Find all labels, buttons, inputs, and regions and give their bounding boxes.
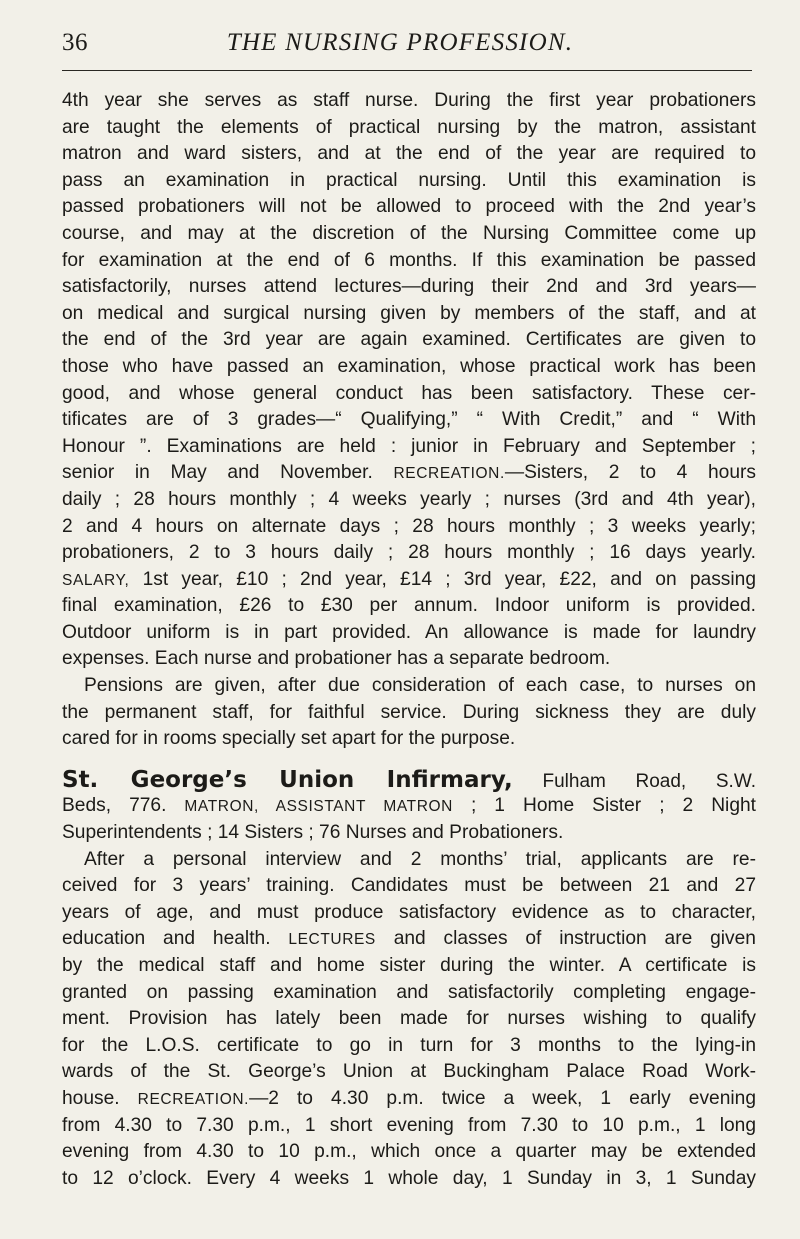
text-line bbox=[62, 980, 756, 1007]
text-segment: passed probationers will not be allowed to proceed with the 2nd year’s bbox=[62, 196, 756, 218]
text-line bbox=[62, 194, 756, 221]
text-line bbox=[62, 620, 756, 647]
text-segment: by the medical staff and home sister during the winter. A certificate is bbox=[62, 955, 756, 976]
text-segment: After a personal interview and 2 months’ trial, applicants are re- bbox=[84, 848, 756, 870]
text-segment: Honour ”. Examinations are held : junior in February and September ; bbox=[62, 435, 756, 457]
small-caps-term: LECTURES bbox=[288, 931, 376, 949]
text-segment: final examination, £26 to £30 per annum. Indoor uniform is provided. bbox=[62, 595, 756, 617]
text-line bbox=[62, 248, 756, 275]
small-caps-term: MATRON, ASSISTANT MATRON bbox=[184, 798, 453, 816]
section-heading bbox=[62, 767, 756, 794]
body-text bbox=[62, 88, 756, 1192]
text-line bbox=[62, 1166, 756, 1193]
text-segment: good, and whose general conduct has been satisfactory. These cer- bbox=[62, 382, 756, 404]
text-line bbox=[62, 407, 756, 434]
text-line bbox=[62, 1059, 756, 1086]
section-st-georges-text bbox=[62, 793, 756, 1192]
institution-name: St. George’s Union Infirmary, bbox=[62, 766, 513, 793]
text-segment: tificates are of 3 grades—“ Qualifying,” “ With Credit,” and “ With bbox=[62, 409, 756, 431]
text-line bbox=[62, 873, 756, 900]
section-st-georges bbox=[62, 767, 756, 1193]
text-segment: education and health. bbox=[62, 928, 289, 950]
text-line bbox=[62, 141, 756, 168]
text-line bbox=[62, 274, 756, 301]
text-line bbox=[62, 567, 756, 594]
text-segment: to 12 o’clock. Every 4 weeks 1 whole day, 1 Sunday in 3, 1 Sunday bbox=[62, 1167, 756, 1189]
text-line bbox=[62, 221, 756, 248]
text-line bbox=[62, 460, 756, 487]
text-line bbox=[62, 953, 756, 980]
text-segment: satisfactorily, nurses attend lectures—during their 2nd and 3rd years— bbox=[62, 276, 756, 298]
text-line bbox=[62, 434, 756, 461]
text-segment: for the L.O.S. certificate to go in turn for 3 months to the lying-in bbox=[62, 1034, 756, 1056]
small-caps-term: RECREATION. bbox=[393, 465, 505, 483]
text-segment: 4th year she serves as staff nurse. During the first year probationers bbox=[62, 90, 756, 111]
text-line bbox=[62, 354, 756, 381]
text-line bbox=[62, 1086, 756, 1113]
institution-location: Fulham Road, S.W. bbox=[542, 770, 756, 792]
text-segment: senior in May and November. bbox=[62, 462, 394, 484]
text-segment: those who have passed an examination, whose practical work has been bbox=[62, 355, 756, 377]
text-line bbox=[62, 540, 756, 567]
header-rule bbox=[62, 70, 752, 71]
text-line bbox=[62, 1006, 756, 1033]
section-nursing-details bbox=[62, 88, 756, 753]
page-number: 36 bbox=[62, 29, 88, 56]
text-segment: expenses. Each nurse and probationer has a separate bedroom. bbox=[62, 648, 611, 670]
text-line bbox=[62, 926, 756, 953]
text-segment: house. bbox=[62, 1087, 138, 1109]
text-segment: probationers, 2 to 3 hours daily ; 28 hours monthly ; 16 days yearly. bbox=[62, 542, 756, 564]
text-segment: and classes of instruction are given bbox=[375, 928, 756, 950]
text-segment: Beds, 776. bbox=[62, 795, 185, 817]
text-segment: granted on passing examination and satisfactorily completing engage- bbox=[62, 981, 756, 1003]
running-title: THE NURSING PROFESSION. bbox=[226, 29, 574, 56]
section-spacer bbox=[62, 753, 756, 767]
text-segment: daily ; 28 hours monthly ; 4 weeks yearly ; nurses (3rd and 4th year), bbox=[62, 488, 756, 510]
text-segment: 1st year, £10 ; 2nd year, £14 ; 3rd year, £22, and on passing bbox=[129, 568, 756, 590]
text-line bbox=[62, 168, 756, 195]
text-line bbox=[62, 793, 756, 820]
text-segment: evening from 4.30 to 10 p.m., which once a quarter may be extended bbox=[62, 1141, 756, 1163]
text-segment: the end of the 3rd year are again examined. Certificates are given to bbox=[62, 329, 756, 351]
text-line bbox=[62, 487, 756, 514]
text-segment: ceived for 3 years’ training. Candidates must be between 21 and 27 bbox=[62, 875, 756, 897]
text-segment: —2 to 4.30 p.m. twice a week, 1 early evening bbox=[249, 1087, 756, 1109]
text-line bbox=[62, 88, 756, 115]
text-line bbox=[62, 820, 756, 847]
text-line bbox=[62, 700, 756, 727]
text-segment: cared for in rooms specially set apart for the purpose. bbox=[62, 728, 516, 750]
text-segment: are taught the elements of practical nursing by the matron, assistant bbox=[62, 116, 756, 138]
text-segment: Outdoor uniform is in part provided. An allowance is made for laundry bbox=[62, 621, 756, 643]
text-line bbox=[62, 847, 756, 874]
text-line bbox=[62, 381, 756, 408]
text-line bbox=[62, 1139, 756, 1166]
text-line bbox=[62, 115, 756, 142]
text-line bbox=[62, 673, 756, 700]
text-segment: the permanent staff, for faithful service. During sickness they are duly bbox=[62, 701, 756, 723]
text-line bbox=[62, 726, 756, 753]
text-segment: ment. Provision has lately been made for nurses wishing to qualify bbox=[62, 1008, 756, 1030]
small-caps-term: RECREATION. bbox=[137, 1090, 250, 1108]
small-caps-term: SALARY, bbox=[62, 571, 130, 589]
text-segment: course, and may at the discretion of the Nursing Committee come up bbox=[62, 222, 756, 244]
text-segment: pass an examination in practical nursing. Until this examination is bbox=[62, 169, 756, 191]
text-segment: ; 1 Home Sister ; 2 Night bbox=[452, 795, 756, 817]
text-segment: wards of the St. George’s Union at Buckingham Palace Road Work- bbox=[62, 1061, 756, 1083]
text-segment: for examination at the end of 6 months. If this examination be passed bbox=[62, 249, 756, 271]
text-segment: Superintendents ; 14 Sisters ; 76 Nurses and Probationers. bbox=[62, 822, 564, 844]
text-line bbox=[62, 1033, 756, 1060]
text-segment: years of age, and must produce satisfactory evidence as to character, bbox=[62, 901, 756, 923]
text-line bbox=[62, 514, 756, 541]
text-segment: 2 and 4 hours on alternate days ; 28 hours monthly ; 3 weeks yearly; bbox=[62, 515, 756, 537]
text-line bbox=[62, 301, 756, 328]
text-line bbox=[62, 1113, 756, 1140]
text-line bbox=[62, 593, 756, 620]
text-line bbox=[62, 900, 756, 927]
text-segment: on medical and surgical nursing given by members of the staff, and at bbox=[62, 302, 756, 324]
text-segment: —Sisters, 2 to 4 hours bbox=[504, 462, 756, 484]
text-line bbox=[62, 646, 756, 673]
text-line bbox=[62, 327, 756, 354]
text-segment: from 4.30 to 7.30 p.m., 1 short evening from 7.30 to 10 p.m., 1 long bbox=[62, 1114, 756, 1136]
text-segment: Pensions are given, after due consideration of each case, to nurses on bbox=[84, 675, 756, 697]
text-segment: matron and ward sisters, and at the end of the year are required to bbox=[62, 143, 756, 165]
